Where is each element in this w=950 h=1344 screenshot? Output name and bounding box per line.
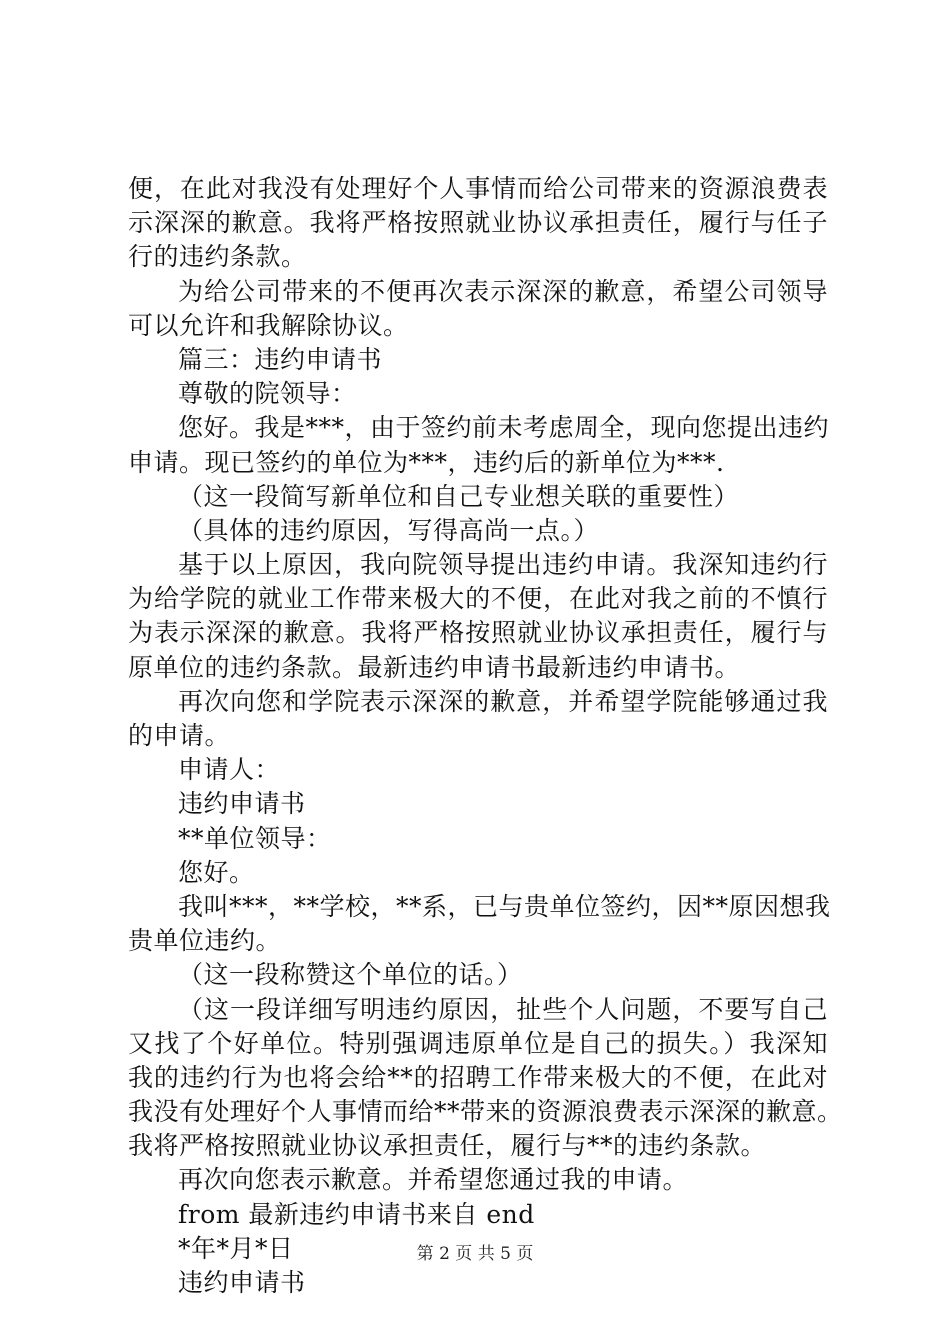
text-line: 您好。 <box>178 857 255 887</box>
document-body <box>128 172 843 1300</box>
text-line: 篇三：违约申请书 <box>178 344 383 374</box>
text-line: 再次向您和学院表示深深的歉意，并希望学院能够通过我 <box>178 686 828 716</box>
text-line: 违约申请书 <box>178 1268 306 1297</box>
text-line: from 最新违约申请书来自 end <box>178 1199 535 1229</box>
text-line: 申请。现已签约的单位为***，违约后的新单位为***. <box>128 447 725 477</box>
text-line: 可以允许和我解除协议。 <box>128 310 409 340</box>
text-line: 违约申请书 <box>178 789 306 819</box>
text-line: *年*月*日 <box>178 1233 294 1263</box>
text-line: **单位领导： <box>178 823 332 853</box>
text-line: 为给学院的就业工作带来极大的不便，在此对我之前的不慎行 <box>128 584 828 614</box>
text-line: 为表示深深的歉意。我将严格按照就业协议承担责任，履行与 <box>128 618 828 648</box>
text-line: 基于以上原因，我向院领导提出违约申请。我深知违约行 <box>178 550 828 580</box>
text-line: （这一段简写新单位和自己专业想关联的重要性） <box>178 481 740 511</box>
text-line: 行的违约条款。 <box>128 242 307 272</box>
page-footer: 第 2 页 共 5 页 <box>416 1244 534 1264</box>
text-line: 又找了个好单位。特别强调违原单位是自己的损失。）我深知 <box>128 1028 828 1058</box>
text-line: 我的违约行为也将会给**的招聘工作带来极大的不便，在此对 <box>128 1062 828 1092</box>
text-line: 再次向您表示歉意。并希望您通过我的申请。 <box>178 1165 689 1195</box>
text-line: 尊敬的院领导： <box>178 379 357 409</box>
text-line: 贵单位违约。 <box>128 926 282 956</box>
text-line: 的申请。 <box>128 721 231 750</box>
text-line: 示深深的歉意。我将严格按照就业协议承担责任，履行与任子 <box>128 208 828 238</box>
text-line: 为给公司带来的不便再次表示深深的歉意，希望公司领导 <box>178 276 828 306</box>
text-line: （这一段称赞这个单位的话。） <box>178 960 523 990</box>
text-line: 我将严格按照就业协议承担责任，履行与**的违约条款。 <box>128 1131 767 1161</box>
text-line: 您好。我是***，由于签约前未考虑周全，现向您提出违约 <box>178 413 830 443</box>
text-line: 便，在此对我没有处理好个人事情而给公司带来的资源浪费表 <box>128 174 828 203</box>
text-line: （具体的违约原因，写得高尚一点。） <box>178 515 600 545</box>
text-line: （这一段详细写明违约原因，扯些个人问题，不要写自己 <box>178 994 828 1024</box>
text-line: 我没有处理好个人事情而给**带来的资源浪费表示深深的歉意。 <box>128 1097 843 1127</box>
text-line: 申请人： <box>178 755 281 785</box>
text-line: 我叫***，**学校，**系，已与贵单位签约，因**原因想我 <box>178 891 831 921</box>
text-line: 原单位的违约条款。最新违约申请书最新违约申请书。 <box>128 652 741 682</box>
